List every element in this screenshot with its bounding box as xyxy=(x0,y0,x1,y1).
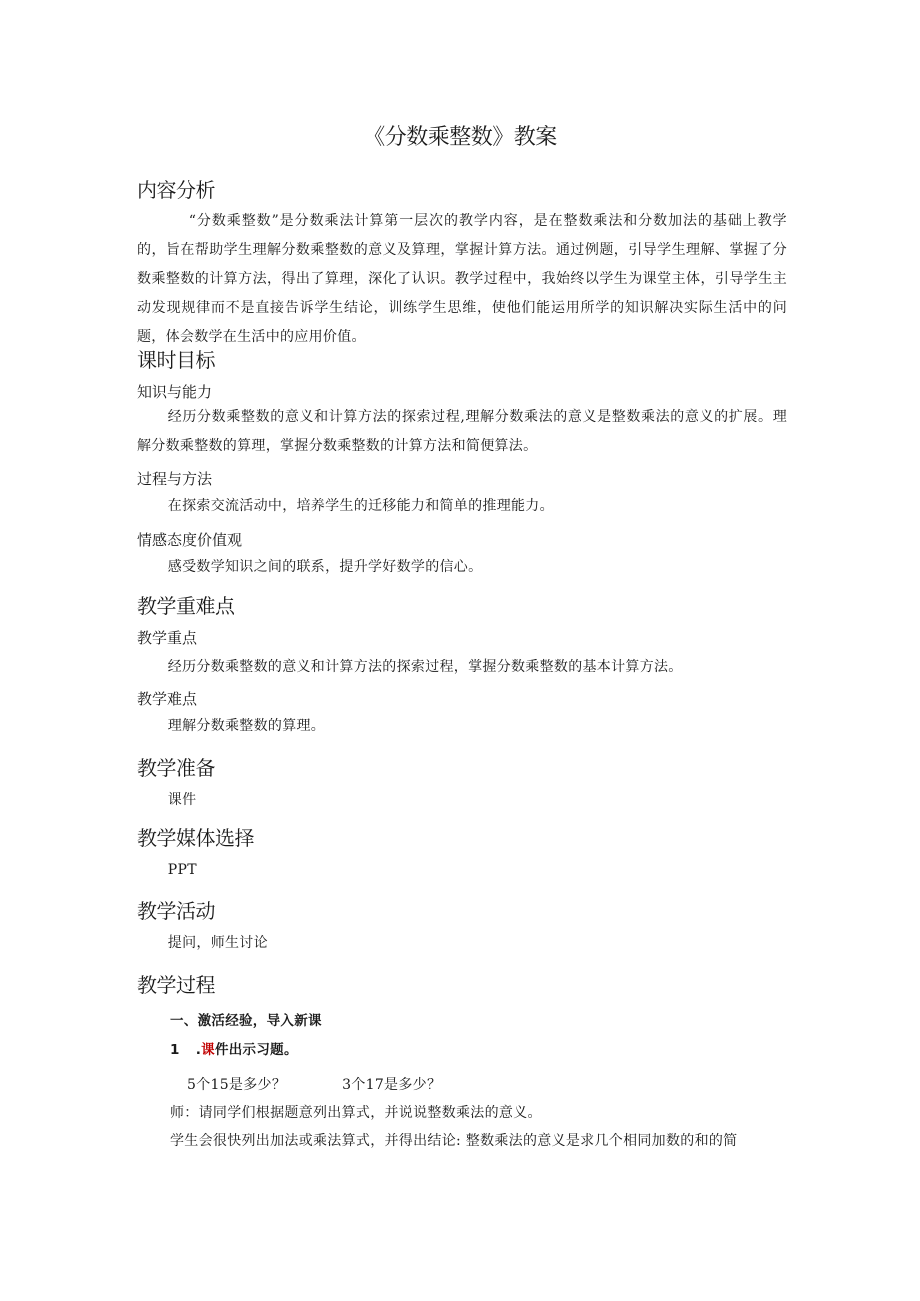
item-number: 1 xyxy=(170,1042,180,1058)
question-a: 5个15是多少？ xyxy=(187,1077,287,1093)
section-heading-process: 教学过程 xyxy=(137,973,215,997)
section-heading-objectives: 课时目标 xyxy=(137,348,215,372)
difficulty-paragraph: 理解分数乘整数的算理。 xyxy=(167,718,326,734)
teacher-line: 师：请同学们根据题意列出算式，并说说整数乘法的意义。 xyxy=(170,1105,542,1121)
section-heading-preparation: 教学准备 xyxy=(137,756,215,780)
focus-paragraph: 经历分数乘整数的意义和计算方法的探索过程，掌握分数乘整数的基本计算方法。 xyxy=(167,659,683,675)
activity-text: 提问，师生讨论 xyxy=(167,935,268,951)
item-dot: . xyxy=(195,1042,202,1058)
subheading-process-method: 过程与方法 xyxy=(137,470,213,488)
media-text: PPT xyxy=(167,862,197,878)
subheading-knowledge: 知识与能力 xyxy=(137,383,213,401)
process-method-paragraph: 在探索交流活动中，培养学生的迁移能力和简单的推理能力。 xyxy=(167,498,554,514)
question-b: 3个17是多少？ xyxy=(342,1077,442,1093)
highlighted-char: 课 xyxy=(201,1042,215,1058)
item-text: 件出示习题。 xyxy=(214,1042,298,1058)
exercise-questions xyxy=(187,1075,441,1095)
emotion-paragraph: 感受数学知识之间的联系，提升学好数学的信心。 xyxy=(167,559,483,575)
knowledge-paragraph: 经历分数乘整数的意义和计算方法的探索过程,理解分数乘法的意义是整数乘法的意义的扩展。理解分数乘整数的算理，掌握分数乘整数的计算方法和简便算法。 xyxy=(137,409,787,454)
preparation-text: 课件 xyxy=(167,792,197,808)
subheading-focus: 教学重点 xyxy=(137,629,198,647)
section-heading-media: 教学媒体选择 xyxy=(137,826,254,850)
subheading-emotion: 情感态度价值观 xyxy=(137,531,243,549)
process-item-1 xyxy=(170,1040,298,1060)
section-heading-key-points: 教学重难点 xyxy=(137,594,235,618)
student-line: 学生会很快列出加法或乘法算式，并得出结论: 整数乘法的意义是求几个相同加数的和的简 xyxy=(170,1133,738,1149)
section-heading-activity: 教学活动 xyxy=(137,899,215,923)
document-title: 《分数乘整数》教案 xyxy=(363,125,557,150)
subheading-difficulty: 教学难点 xyxy=(137,690,198,708)
content-analysis-paragraph: “分数乘整数”是分数乘法计算第一层次的教学内容，是在整数乘法和分数加法的基础上教学的，旨在帮助学生理解分数乘整数的意义及算理，掌握计算方法。通过例题，引导学生理解、掌握了分数乘整数的计算方法，得出了算理，深化了认识。教学过程中，我始终以学生为课堂主体，引导学生主动发现规律而不是直接告诉学生结论，训练学生思维，使他们能运用所学的知识解决实际生活中的问题，体会数学在生活中的应用价值。 xyxy=(137,213,787,345)
process-step-1-heading: 一、激活经验，导入新课 xyxy=(170,1013,322,1029)
section-heading-content-analysis: 内容分析 xyxy=(137,178,215,202)
